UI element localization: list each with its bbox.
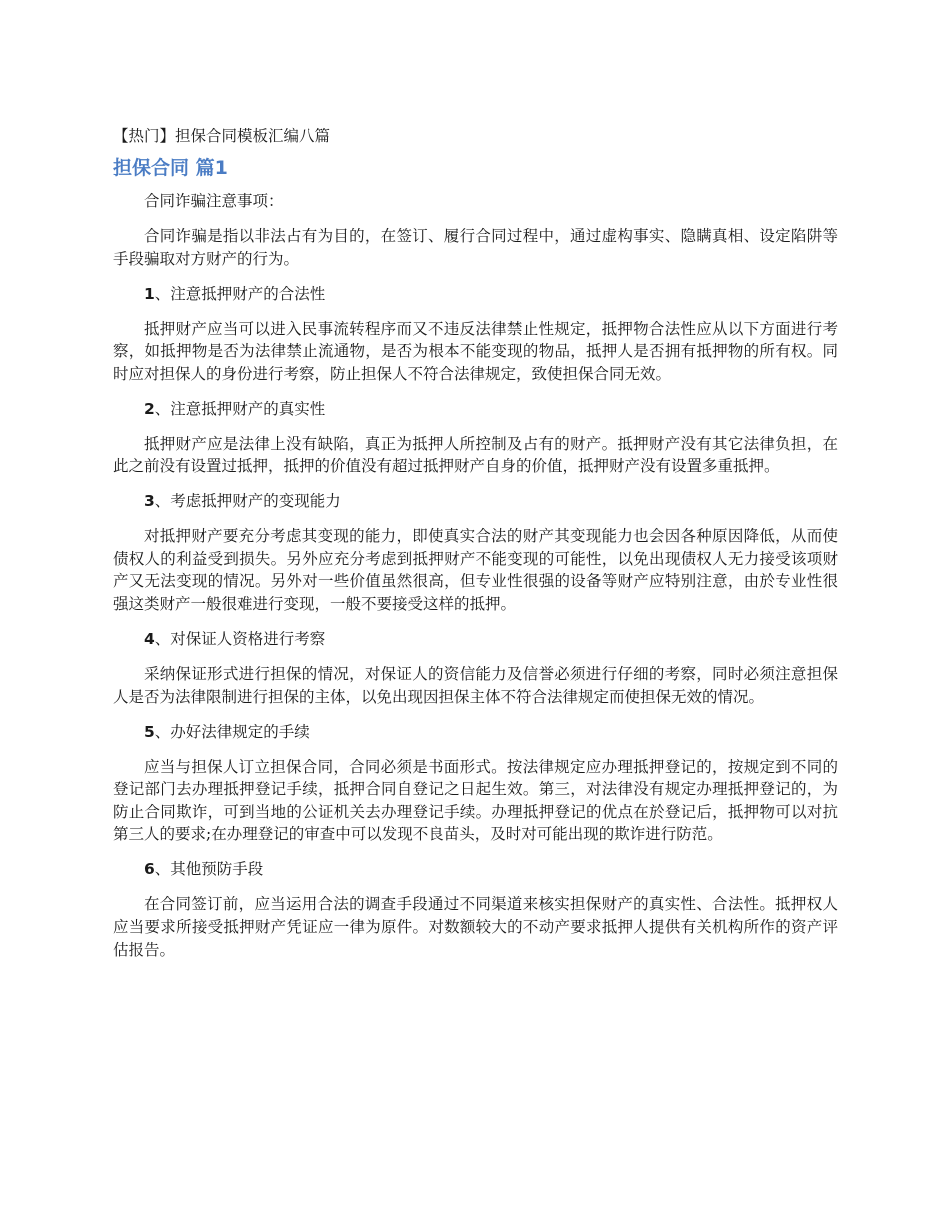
subheading <box>113 283 838 306</box>
paragraph: 采纳保证形式进行担保的情况，对保证人的资信能力及信誉必须进行仔细的考察，同时必须注意担保人是否为法律限制进行担保的主体，以免出现因担保主体不符合法律规定而使担保无效的情况。 <box>113 665 838 706</box>
paragraph: 对抵押财产要充分考虑其变现的能力，即使真实合法的财产其变现能力也会因各种原因降低，从而使债权人的利益受到损失。另外应充分考虑到抵押财产不能变现的可能性，以免出现债权人无力接受该项财产又无法变现的情况。另外对一些价值虽然很高，但专业性很强的设备等财产应特别注意，由於专业性很强这类财产一般很难进行变现，一般不要接受这样的抵押。 <box>113 527 838 614</box>
paragraph: 合同诈骗是指以非法占有为目的，在签订、履行合同过程中，通过虚构事实、隐瞒真相、设定陷阱等手段骗取对方财产的行为。 <box>113 226 838 268</box>
document-title: 【热门】担保合同模板汇编八篇 <box>113 127 331 145</box>
document-page <box>113 124 838 974</box>
paragraph: 应当与担保人订立担保合同，合同必须是书面形式。按法律规定应办理抵押登记的，按规定到不同的登记部门去办理抵押登记手续，抵押合同自登记之日起生效。第三，对法律没有规定办理抵押登记的，为防止合同欺诈，可到当地的公证机关去办理登记手续。办理抵押登记的优点在於登记后，抵押物可以对抗第三人的要求;在办理登记的审查中可以发现不良苗头，及时对可能出现的欺诈进行防范。 <box>113 757 838 844</box>
subheading <box>113 858 838 881</box>
subheading-text: 、注意抵押财产的合法性 <box>154 284 326 303</box>
subheading-text: 、注意抵押财产的真实性 <box>154 399 326 418</box>
subheading-text: 、办好法律规定的手续 <box>154 722 310 741</box>
subheading <box>113 398 838 421</box>
subheading-number: 3 <box>144 492 155 511</box>
paragraph: 抵押财产应是法律上没有缺陷，真正为抵押人所控制及占有的财产。抵押财产没有其它法律负担，在此之前没有设置过抵押，抵押的价值没有超过抵押财产自身的价值，抵押财产没有设置多重抵押。 <box>113 434 838 476</box>
subheading <box>113 628 838 651</box>
subheading-text: 、其他预防手段 <box>154 860 264 879</box>
paragraph: 在合同签订前，应当运用合法的调查手段通过不同渠道来核实担保财产的真实性、合法性。抵押权人应当要求所接受抵押财产凭证应一律为原件。对数额较大的不动产要求抵押人提供有关机构所作的资产评估报告。 <box>113 895 838 959</box>
subheading <box>113 721 838 744</box>
subheading-number: 1 <box>144 284 155 303</box>
paragraph: 合同诈骗注意事项： <box>144 192 284 210</box>
section-heading: 担保合同 篇1 <box>113 157 228 179</box>
subheading-number: 4 <box>144 630 155 649</box>
subheading <box>113 490 838 513</box>
subheading-text: 、考虑抵押财产的变现能力 <box>154 492 341 511</box>
subheading-text: 、对保证人资格进行考察 <box>154 630 326 649</box>
subheading-number: 5 <box>144 722 155 741</box>
paragraph: 抵押财产应当可以进入民事流转程序而又不违反法律禁止性规定，抵押物合法性应从以下方面进行考察，如抵押物是否为法律禁止流通物，是否为根本不能变现的物品，抵押人是否拥有抵押物的所有权。同时应对担保人的身份进行考察，防止担保人不符合法律规定，致使担保合同无效。 <box>113 319 838 383</box>
subheading-number: 2 <box>144 399 155 418</box>
subheading-number: 6 <box>144 860 155 879</box>
